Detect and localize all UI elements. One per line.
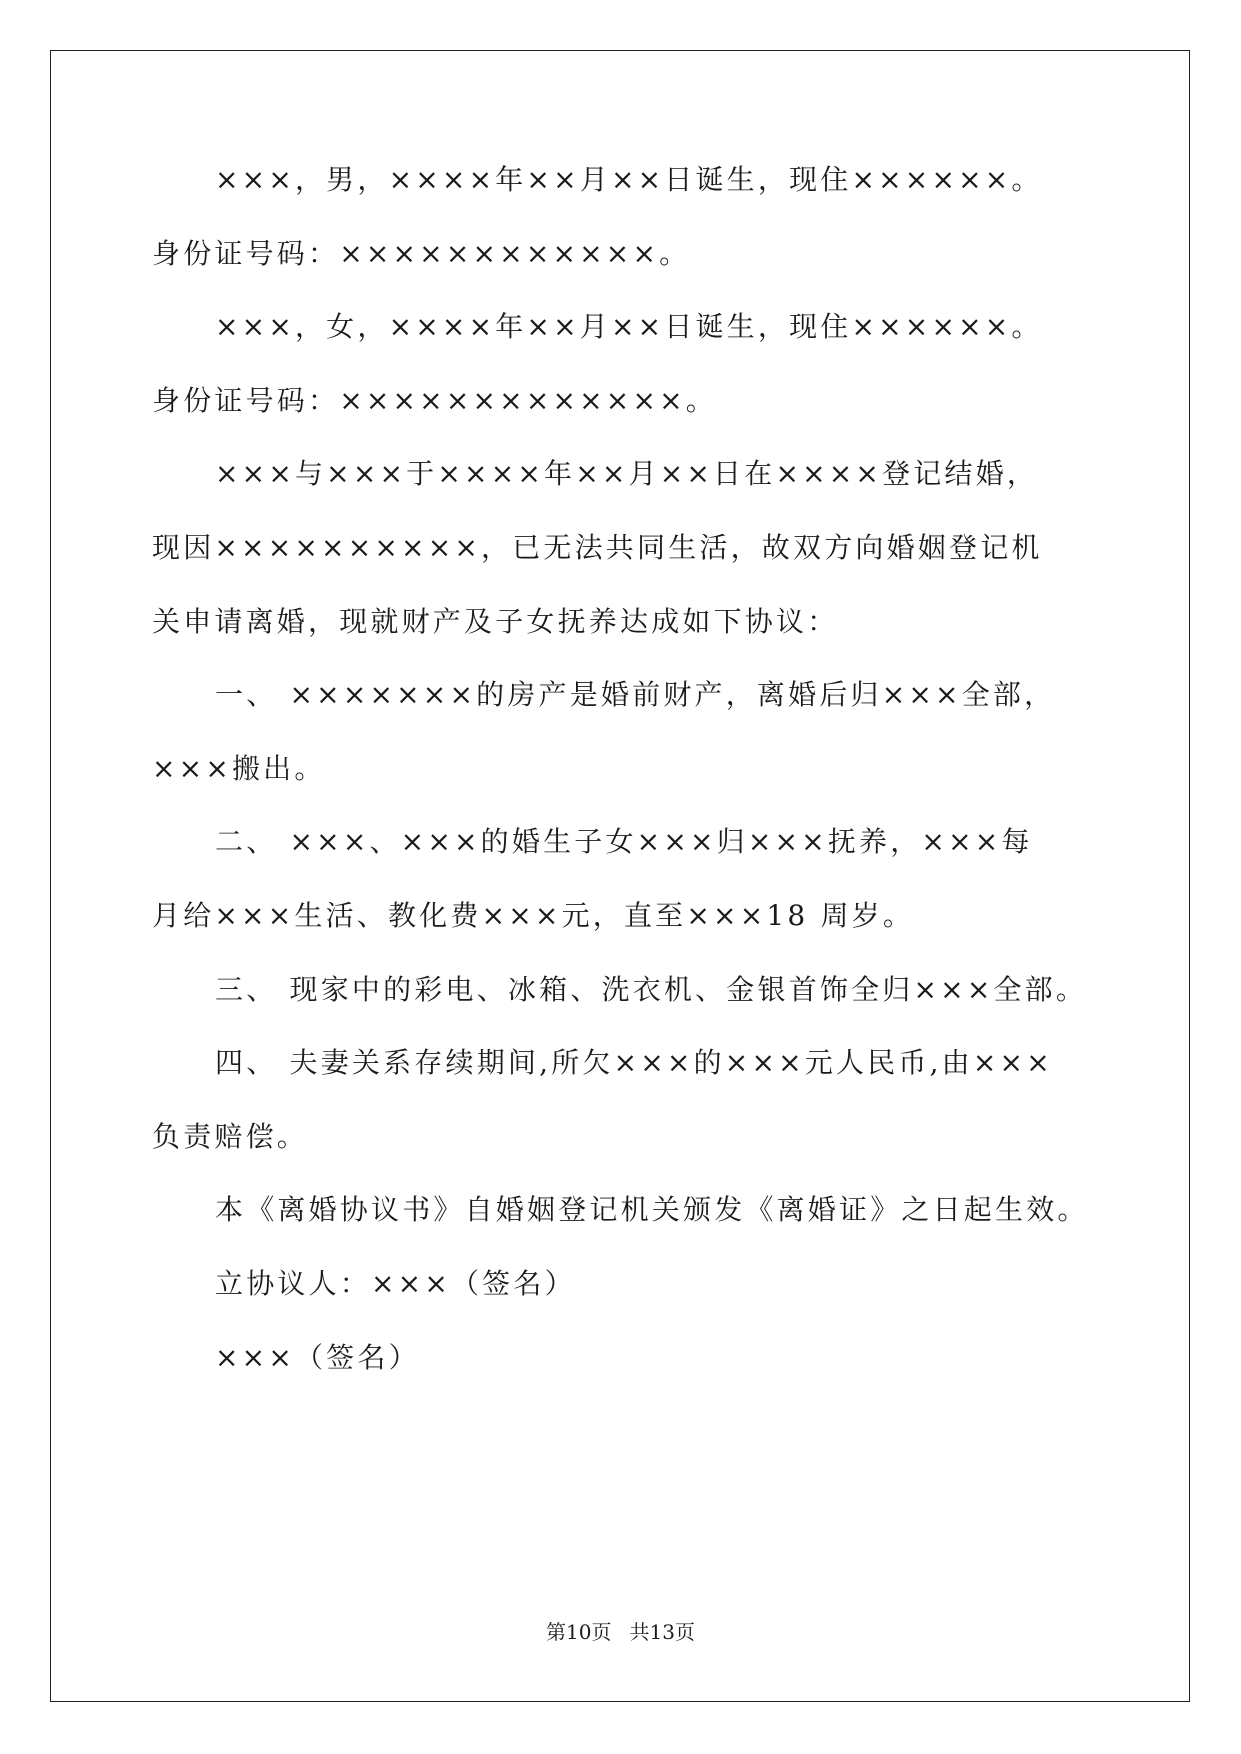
document-line: 现因××××××××××，已无法共同生活，故双方向婚姻登记机 — [152, 531, 1043, 564]
document-line: ×××，男，××××年××月××日诞生，现住××××××。 — [215, 163, 1043, 196]
document-line: 身份证号码：××××××××××××。 — [152, 236, 691, 270]
document-line: ×××搬出。 — [152, 751, 326, 785]
current-page-number: 第10页 — [546, 1620, 612, 1644]
page-footer — [0, 1618, 1241, 1646]
document-line: ×××，女，××××年××月××日诞生，现住××××××。 — [215, 310, 1043, 344]
document-line: 一、 ×××××××的房产是婚前财产，离婚后归×××全部， — [215, 678, 1056, 712]
document-line: 月给×××生活、教化费×××元，直至×××18 周岁。 — [152, 899, 915, 932]
document-line: 二、 ×××、×××的婚生子女×××归×××抚养，×××每 — [215, 825, 1033, 859]
document-line: 三、 现家中的彩电、冰箱、洗衣机、金银首饰全归×××全部。 — [215, 972, 1088, 1006]
document-line: 立协议人：×××（签名） — [215, 1267, 576, 1300]
document-line: 四、 夫妻关系存续期间,所欠×××的×××元人民币,由××× — [215, 1046, 1053, 1080]
document-body — [152, 160, 1092, 1411]
total-pages: 共13页 — [629, 1620, 695, 1644]
document-line: ×××（签名） — [215, 1340, 420, 1374]
document-line: ×××与×××于××××年××月××日在××××登记结婚， — [215, 457, 1039, 491]
document-line: 关申请离婚，现就财产及子女抚养达成如下协议： — [152, 604, 839, 638]
document-line: 身份证号码：×××××××××××××。 — [152, 383, 717, 417]
document-line: 负责赔偿。 — [152, 1119, 309, 1153]
document-line: 本《离婚协议书》自婚姻登记机关颁发《离婚证》之日起生效。 — [215, 1193, 1089, 1227]
